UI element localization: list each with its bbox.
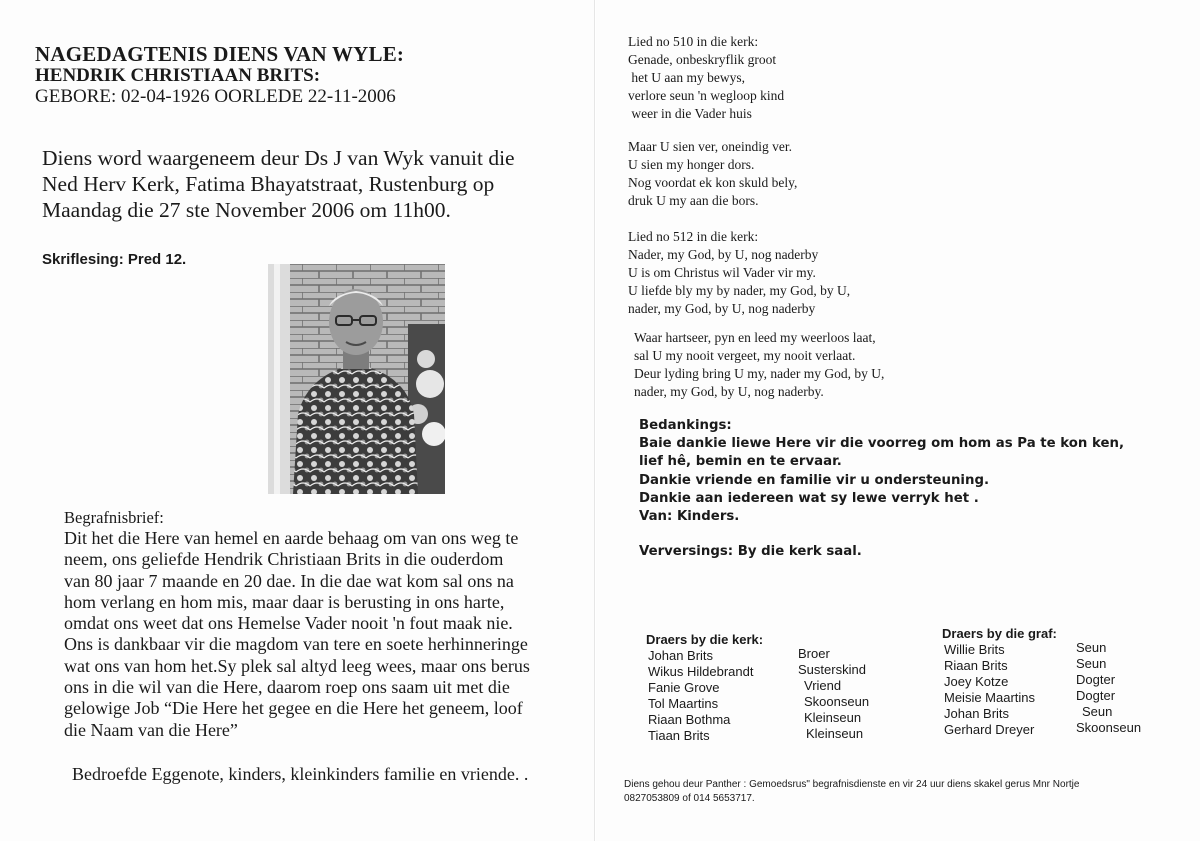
grave-bearers-names <box>944 642 1035 738</box>
bearer-relation: Seun <box>1082 704 1113 719</box>
hymn-line: U is om Christus wil Vader vir my. <box>628 265 816 280</box>
service-details <box>42 145 515 223</box>
bearer-name: Willie Brits <box>944 642 1005 657</box>
portrait-image <box>268 264 445 494</box>
thanks-heading: Bedankings: <box>639 418 732 433</box>
bearer-name: Gerhard Dreyer <box>944 722 1035 737</box>
hymn-line: Nader, my God, by U, nog naderby <box>628 247 819 262</box>
thanks-line: Dankie aan iedereen wat sy lewe verryk het . <box>639 490 979 506</box>
hymn-line: Lied no 510 in die kerk: <box>628 34 759 49</box>
bearer-name: Riaan Brits <box>944 658 1008 673</box>
hymn-line: U liefde bly my by nader, my God, by U, <box>628 283 851 298</box>
church-bearers-relations <box>798 646 869 742</box>
thanks-line: Dankie vriende en familie vir u ondersteuning. <box>639 472 990 488</box>
service-line: Diens word waargeneem deur Ds J van Wyk vanuit die <box>42 146 515 170</box>
hymn-line: sal U my nooit vergeet, my nooit verlaat. <box>634 348 856 363</box>
funeral-letter-heading: Begrafnisbrief: <box>64 508 164 527</box>
bearer-name: Johan Brits <box>944 706 1010 721</box>
hymn-512-verse-2 <box>634 329 884 401</box>
letter-line: Ons is dankbaar vir die magdom van tere en soete herhinneringe <box>64 634 528 655</box>
hymn-line: Waar hartseer, pyn en leed my weerloos laat, <box>634 330 876 345</box>
acknowledgements <box>639 417 1124 526</box>
bearer-name: Johan Brits <box>648 648 714 663</box>
memorial-title: NAGEDAGTENIS DIENS VAN WYLE: <box>35 42 405 66</box>
letter-line: wat ons van hom het.Sy plek sal altyd leeg wees, maar ons berus <box>64 655 530 676</box>
bearer-relation: Dogter <box>1076 688 1116 703</box>
service-line: Maandag die 27 ste November 2006 om 11h00. <box>42 198 451 222</box>
deceased-name: HENDRIK CHRISTIAAN BRITS: <box>35 65 321 86</box>
bearer-relation: Kleinseun <box>806 726 864 741</box>
letter-line: neem, ons geliefde Hendrik Christiaan Brits in die ouderdom <box>64 549 504 570</box>
hymn-line: weer in die Vader huis <box>628 106 752 121</box>
bearer-name: Meisie Maartins <box>944 690 1036 705</box>
refreshments-note: Verversings: By die kerk saal. <box>639 544 862 559</box>
portrait-photo <box>268 264 445 494</box>
letter-closing: Bedroefde Eggenote, kinders, kleinkinders familie en vriende. . <box>72 764 529 784</box>
hymn-line: druk U my aan die bors. <box>628 193 759 208</box>
left-page <box>0 0 595 841</box>
hymn-line: Lied no 512 in die kerk: <box>628 229 759 244</box>
birth-death-dates: GEBORE: 02-04-1926 OORLEDE 22-11-2006 <box>35 86 396 107</box>
letter-line: van 80 jaar 7 maande en 20 dae. In die dae wat kom sal ons na <box>64 570 514 591</box>
bearer-name: Riaan Bothma <box>648 712 731 727</box>
letter-line: gelowige Job “Die Here het gegee en die Here het geneem, loof <box>64 698 523 719</box>
footer-line: Diens gehou deur Panther : Gemoedsrus" begrafnisdienste en vir 24 uur diens skakel gerus Mnr Nortje <box>624 779 1080 790</box>
funeral-services-footer <box>624 778 1079 806</box>
hymn-512 <box>628 228 850 318</box>
bearer-name: Fanie Grove <box>648 680 720 695</box>
hymn-line: Nog voordat ek kon skuld bely, <box>628 175 798 190</box>
bearer-relation: Skoonseun <box>804 694 870 709</box>
footer-line: 0827053809 of 014 5653717. <box>624 793 755 804</box>
thanks-signature: Van: Kinders. <box>639 509 740 525</box>
letter-line: die Naam van die Here” <box>64 719 238 740</box>
bearer-relation: Seun <box>1076 640 1107 655</box>
hymn-510-verse-2 <box>628 138 797 210</box>
right-page <box>596 0 1200 841</box>
bearer-name: Joey Kotze <box>944 674 1009 689</box>
hymn-line: Genade, onbeskryflik groot <box>628 52 777 67</box>
bearer-name: Tol Maartins <box>648 696 719 711</box>
bearer-name: Wikus Hildebrandt <box>648 664 754 679</box>
hymn-line: nader, my God, by U, nog naderby <box>628 301 816 316</box>
bearer-relation: Broer <box>798 646 830 661</box>
letter-line: Dit het die Here van hemel en aarde behaag om van ons weg te <box>64 528 519 548</box>
bearer-relation: Skoonseun <box>1076 720 1142 735</box>
thanks-line: Baie dankie liewe Here vir die voorreg om hom as Pa te kon ken, <box>639 436 1125 452</box>
thanks-line: lief hê, bemin en te ervaar. <box>639 454 842 470</box>
hymn-line: het U aan my bewys, <box>628 70 745 85</box>
hymn-line: U sien my honger dors. <box>628 157 755 172</box>
hymn-510 <box>628 33 784 123</box>
church-bearers-heading: Draers by die kerk: <box>646 632 764 647</box>
hymn-line: verlore seun 'n wegloop kind <box>628 88 785 103</box>
hymn-line: Deur lyding bring U my, nader my God, by U, <box>634 366 885 381</box>
hymn-line: nader, my God, by U, nog naderby. <box>634 384 824 399</box>
bearer-relation: Dogter <box>1076 672 1116 687</box>
letter-line: ons in die wil van die Here, daarom roep ons saam uit met die <box>64 677 510 698</box>
bearer-relation: Vriend <box>804 678 842 693</box>
grave-bearers-relations <box>1076 640 1141 736</box>
bearer-relation: Susterskind <box>798 662 866 677</box>
hymn-line: Maar U sien ver, oneindig ver. <box>628 139 793 154</box>
grave-bearers-heading: Draers by die graf: <box>942 626 1057 641</box>
service-line: Ned Herv Kerk, Fatima Bhayatstraat, Rustenburg op <box>42 172 495 196</box>
funeral-letter <box>64 528 530 741</box>
bearer-relation: Seun <box>1076 656 1107 671</box>
letter-line: omdat ons weet dat ons Hemelse Vader nooit 'n fout maak nie. <box>64 613 513 634</box>
scripture-reading: Skriflesing: Pred 12. <box>42 251 187 268</box>
bearer-relation: Kleinseun <box>804 710 862 725</box>
bearer-name: Tiaan Brits <box>648 728 710 743</box>
church-bearers-names <box>648 648 754 744</box>
letter-line: hom verlang en hom mis, maar daar is berusting in ons harte, <box>64 591 505 612</box>
